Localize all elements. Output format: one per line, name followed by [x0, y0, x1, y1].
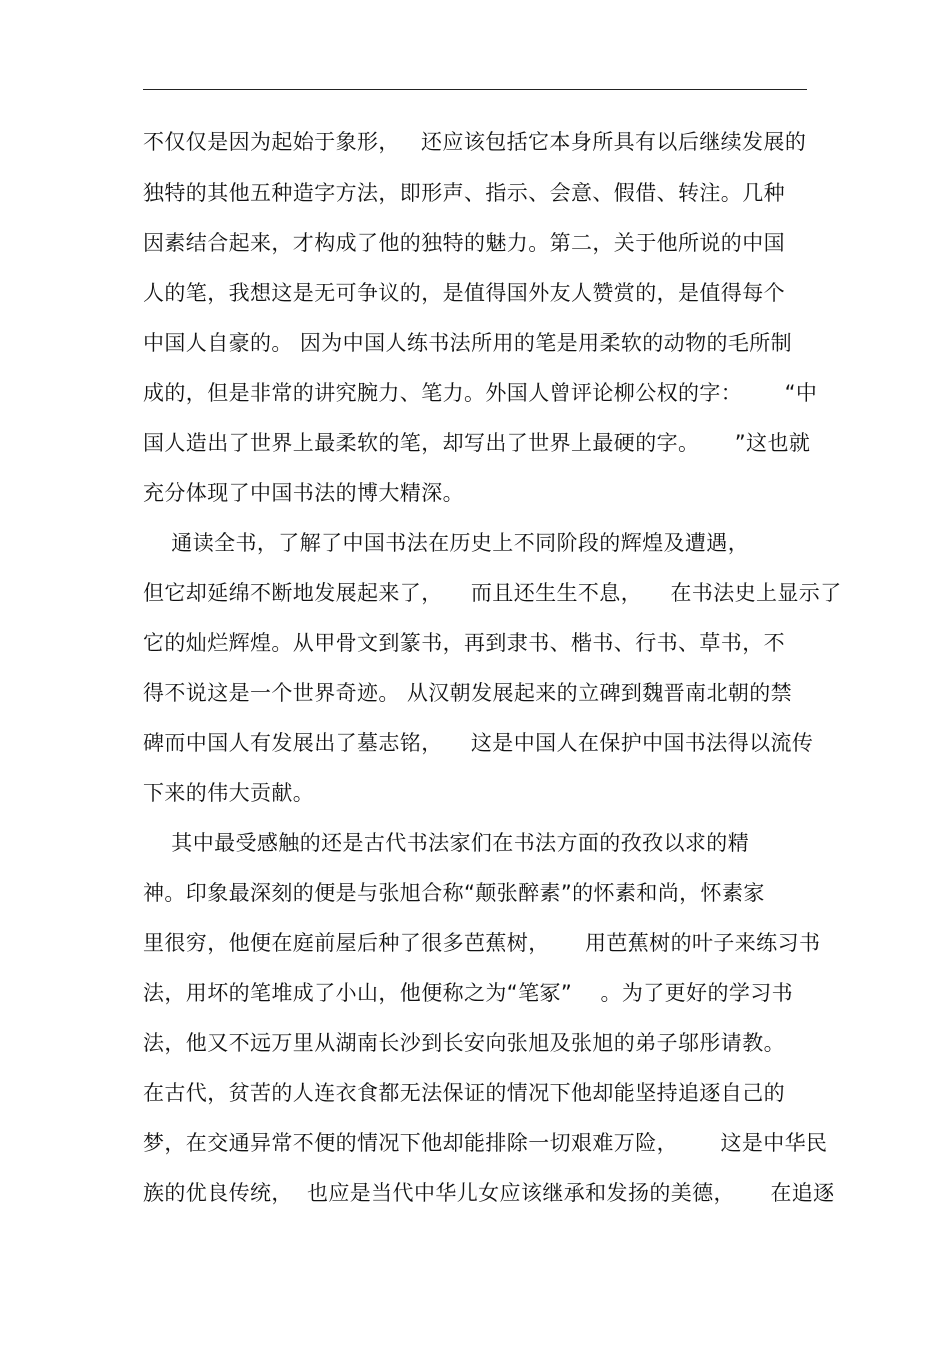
text-line: 独特的其他五种造字方法，即形声、指示、会意、假借、转注。几种: [143, 181, 785, 205]
header-rule: [143, 89, 807, 90]
text-line: 法，他又不远万里从湖南长沙到长安向张旭及张旭的弟子邬彤请教。: [143, 1031, 785, 1055]
text-line: 不仅仅是因为起始于象形， 还应该包括它本身所具有以后继续发展的: [143, 130, 807, 154]
text-line: 成的，但是非常的讲究腕力、笔力。外国人曾评论柳公权的字： “中: [143, 381, 818, 405]
text-line: 在古代，贫苦的人连衣食都无法保证的情况下他却能坚持追逐自己的: [143, 1081, 785, 1105]
text-line: 充分体现了中国书法的博大精深。: [143, 481, 464, 505]
text-line: 梦，在交通异常不便的情况下他却能排除一切艰难万险， 这是中华民: [143, 1131, 828, 1155]
text-line: 国人造出了世界上最柔软的笔，却写出了世界上最硬的字。 ”这也就: [143, 431, 811, 455]
text-line: 法，用坏的笔堆成了小山，他便称之为“笔冢” 。为了更好的学习书: [143, 981, 794, 1005]
text-line: 但它却延绵不断地发展起来了， 而且还生生不息， 在书法史上显示了: [143, 581, 842, 605]
text-line: 神。印象最深刻的便是与张旭合称“颠张醉素”的怀素和尚，怀素家: [143, 881, 765, 905]
text-line: 通读全书，了解了中国书法在历史上不同阶段的辉煌及遭遇，: [143, 531, 750, 555]
text-line: 族的优良传统， 也应是当代中华儿女应该继承和发扬的美德， 在追逐: [143, 1181, 835, 1205]
text-line: 得不说这是一个世界奇迹。 从汉朝发展起来的立碑到魏晋南北朝的禁: [143, 681, 793, 705]
text-line: 它的灿烂辉煌。从甲骨文到篆书，再到隶书、楷书、行书、草书，不: [143, 631, 785, 655]
text-line: 下来的伟大贡献。: [143, 781, 315, 805]
text-line: 里很穷，他便在庭前屋后种了很多芭蕉树， 用芭蕉树的叶子来练习书: [143, 931, 821, 955]
text-line: 因素结合起来，才构成了他的独特的魅力。第二，关于他所说的中国: [143, 231, 785, 255]
text-line: 碑而中国人有发展出了墓志铭， 这是中国人在保护中国书法得以流传: [143, 731, 814, 755]
text-line: 人的笔，我想这是无可争议的，是值得国外友人赞赏的，是值得每个: [143, 281, 785, 305]
text-line: 其中最受感触的还是古代书法家们在书法方面的孜孜以求的精: [143, 831, 750, 855]
text-line: 中国人自豪的。 因为中国人练书法所用的笔是用柔软的动物的毛所制: [143, 331, 793, 355]
